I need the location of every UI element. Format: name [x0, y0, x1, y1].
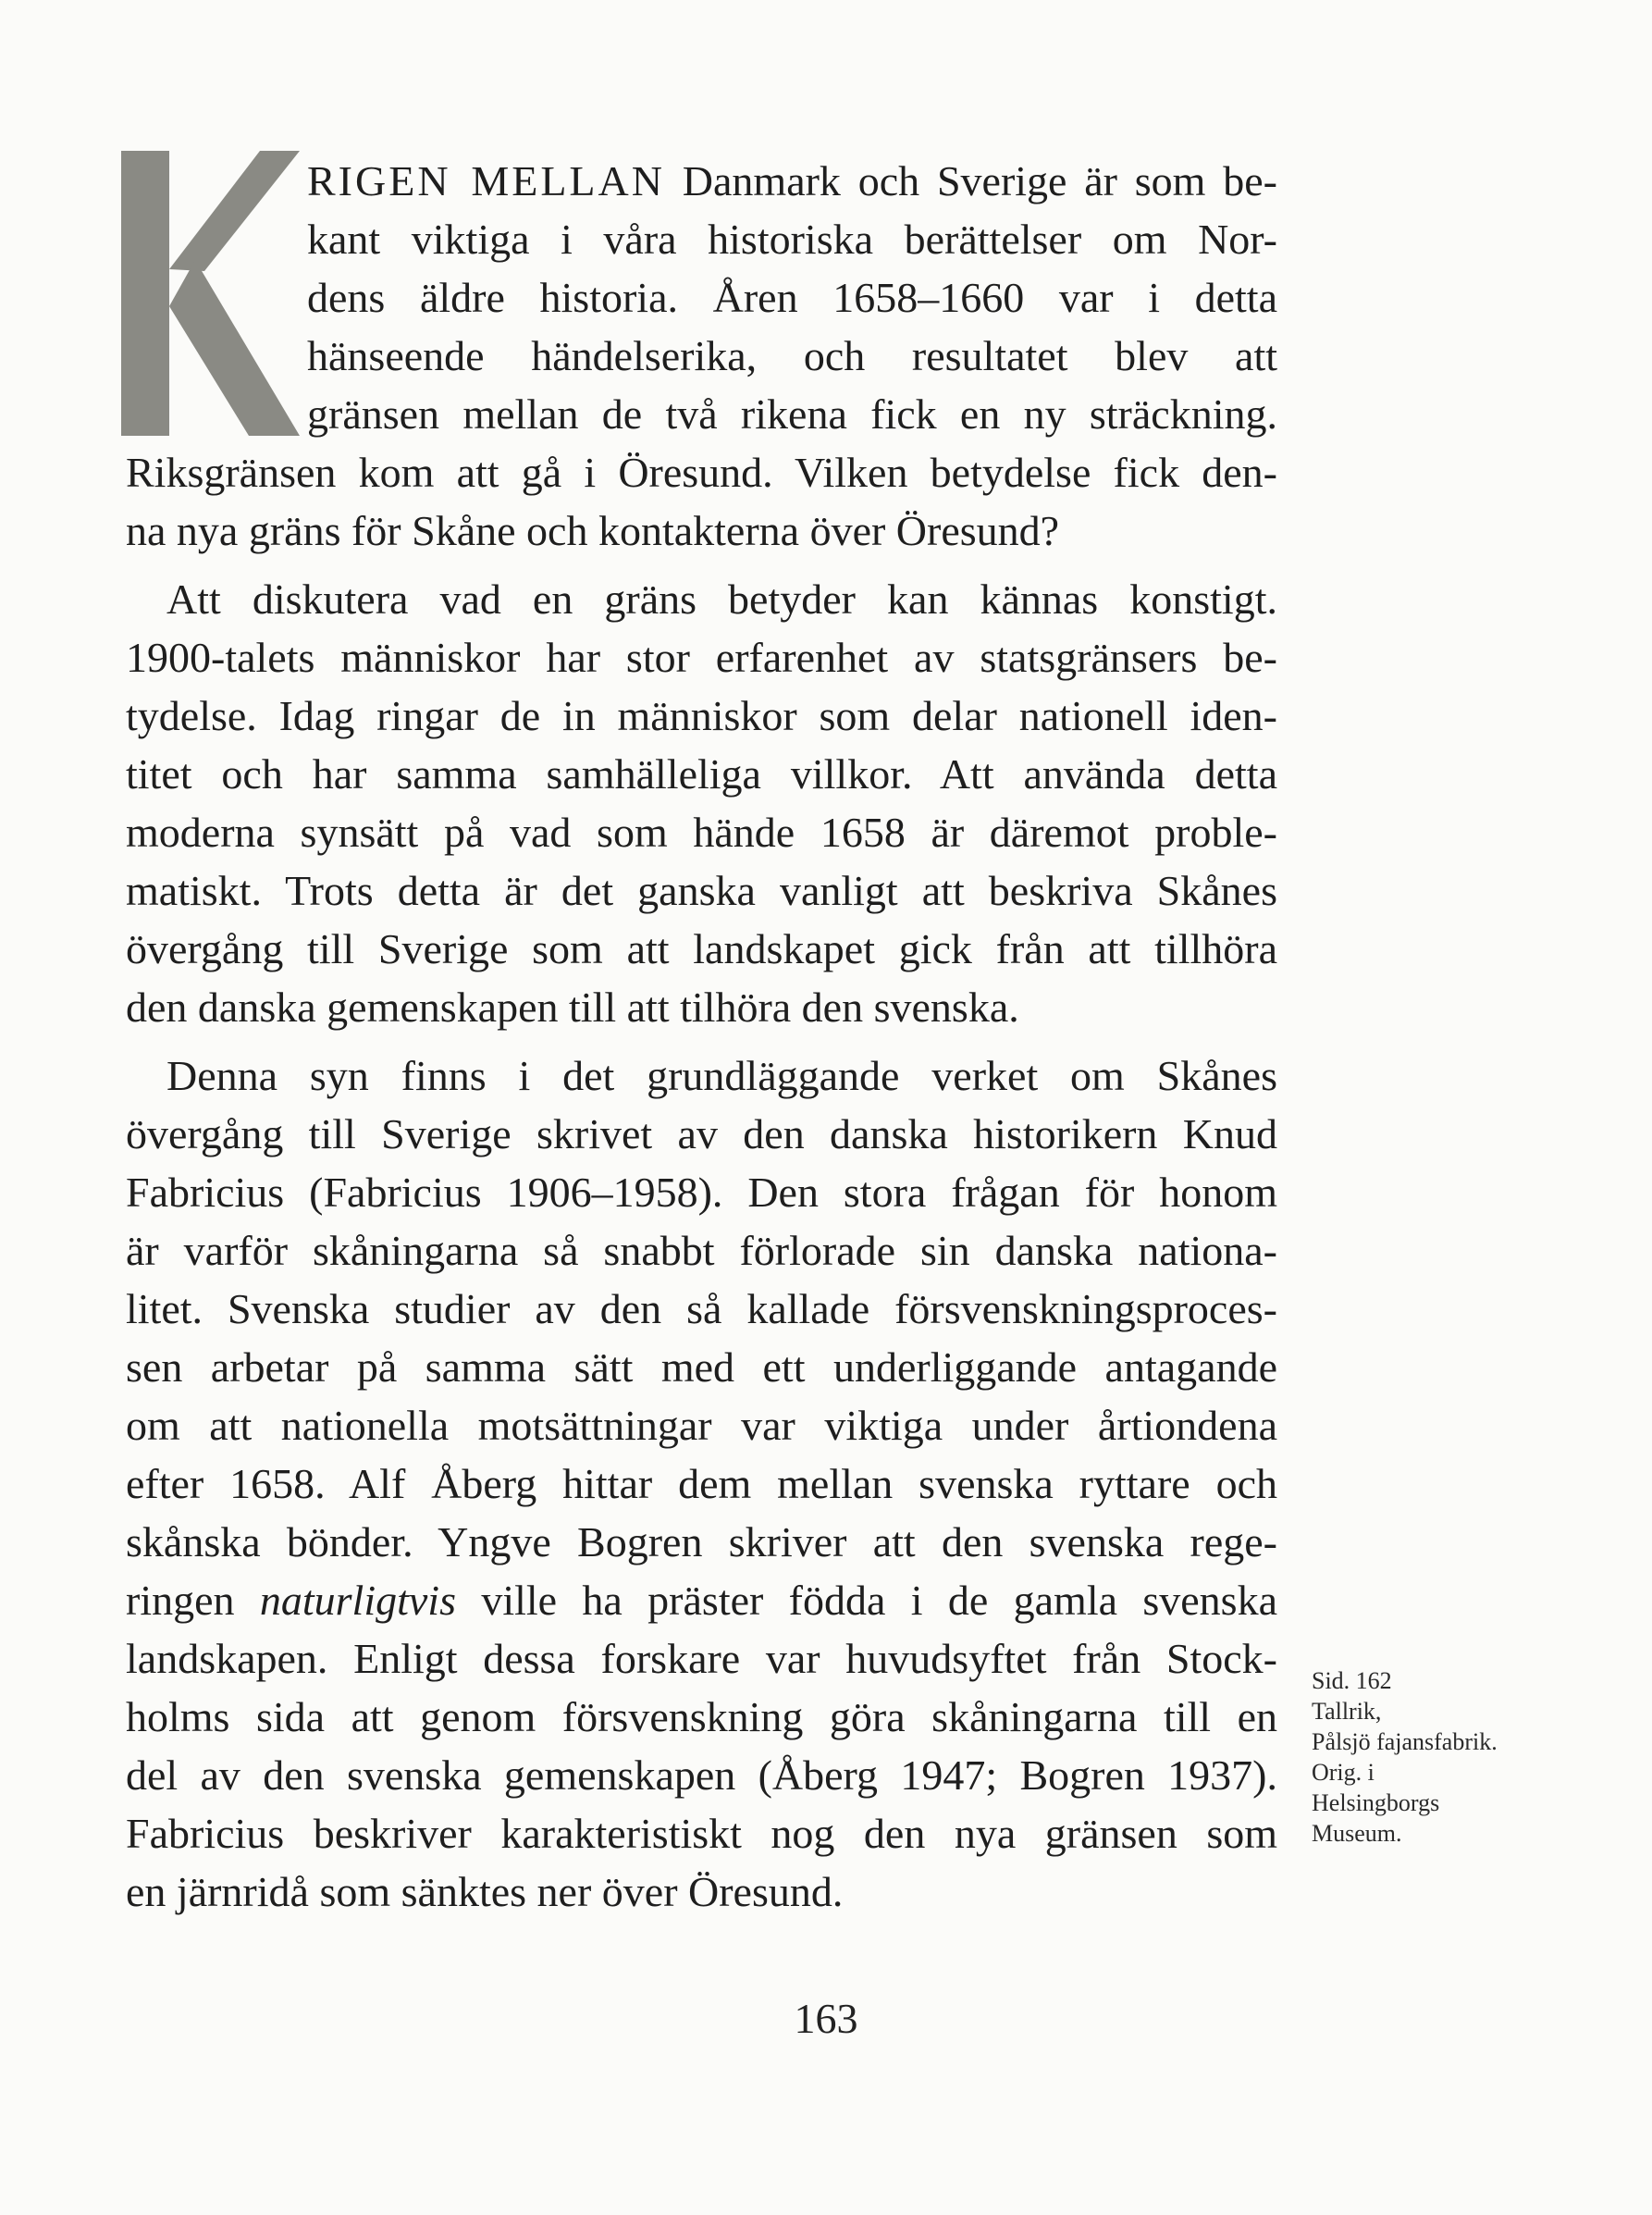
- paragraph-3-line-8: efter 1658. Alf Åberg hittar dem mellan svenska ryttare och: [126, 1460, 1277, 1507]
- drop-cap-glyph: [121, 151, 300, 436]
- margin-caption: [1312, 1665, 1589, 1849]
- paragraph-2-line-7: övergång till Sverige som att landskapet gick från att tillhöra: [126, 925, 1277, 972]
- lead-in-small-caps: RIGEN MELLAN: [307, 157, 665, 204]
- caption-line-4: Orig. i: [1312, 1759, 1375, 1786]
- paragraph-3-line-12: holms sida att genom försvenskning göra skåningarna till en: [126, 1693, 1277, 1740]
- paragraph-1-line-1: [307, 151, 1277, 212]
- caption-line-5: Helsingborgs: [1312, 1789, 1440, 1816]
- paragraph-1-line-7: na nya gräns för Skåne och kontakterna över Öresund?: [126, 507, 1060, 554]
- paragraph-3-line-15: en järnridå som sänktes ner över Öresund.: [126, 1868, 844, 1915]
- paragraph-3-line-7: om att nationella motsättningar var viktiga under årtiondena: [126, 1402, 1277, 1449]
- paragraph-1-line-2: kant viktiga i våra historiska berättelser om Nor-: [307, 216, 1277, 263]
- paragraph-2-line-3: tydelse. Idag ringar de in människor som delar nationell iden-: [126, 692, 1277, 739]
- paragraph-3-line-6: sen arbetar på samma sätt med ett underliggande antagande: [126, 1343, 1277, 1391]
- caption-line-2: Tallrik,: [1312, 1698, 1382, 1725]
- page-number: 163: [794, 1995, 858, 2042]
- paragraph-3-line-13: del av den svenska gemenskapen (Åberg 1947; Bogren 1937).: [126, 1751, 1277, 1799]
- paragraph-2-line-2: 1900-talets människor har stor erfarenhet av statsgränsers be-: [126, 634, 1277, 681]
- paragraph-2-line-6: matiskt. Trots detta är det ganska vanligt att beskriva Skånes: [126, 867, 1277, 914]
- paragraph-2-line-1: Att diskutera vad en gräns betyder kan kännas konstigt.: [166, 575, 1277, 623]
- paragraph-1-line-6: Riksgränsen kom att gå i Öresund. Vilken betydelse fick den-: [126, 449, 1277, 496]
- paragraph-3-line-1: Denna syn finns i det grundläggande verket om Skånes: [166, 1052, 1277, 1099]
- paragraph-3-line-4: är varför skåningarna så snabbt förlorade sin danska nationa-: [126, 1227, 1277, 1274]
- p1-line-1-text: Danmark och Sverige är som be-: [682, 157, 1277, 204]
- caption-line-3: Pålsjö fajansfabrik.: [1312, 1728, 1498, 1755]
- paragraph-1-line-4: hänseende händelserika, och resultatet blev att: [307, 332, 1277, 379]
- paragraph-3-line-9: skånska bönder. Yngve Bogren skriver att den svenska rege-: [126, 1518, 1277, 1565]
- paragraph-3-line-14: Fabricius beskriver karakteristiskt nog den nya gränsen som: [126, 1810, 1277, 1857]
- italic-word: naturligtvis: [259, 1577, 456, 1624]
- paragraph-1-line-3: dens äldre historia. Åren 1658–1660 var i detta: [307, 274, 1277, 321]
- p3-line-10-start: ringen: [126, 1577, 235, 1624]
- paragraph-1-line-5: gränsen mellan de två rikena fick en ny sträckning.: [307, 390, 1277, 438]
- paragraph-3-line-3: Fabricius (Fabricius 1906–1958). Den stora frågan för honom: [126, 1169, 1277, 1216]
- caption-line-1: Sid. 162: [1312, 1667, 1392, 1694]
- paragraph-3-line-11: landskapen. Enligt dessa forskare var huvudsyftet från Stock-: [126, 1635, 1277, 1682]
- paragraph-3-line-2: övergång till Sverige skrivet av den danska historikern Knud: [126, 1110, 1277, 1157]
- paragraph-3-line-10: [126, 1570, 1277, 1631]
- paragraph-3-line-5: litet. Svenska studier av den så kallade försvenskningsproces-: [126, 1285, 1277, 1332]
- p3-line-10-end: ville ha präster födda i de gamla svenska: [481, 1577, 1278, 1624]
- drop-cap-k: [121, 151, 300, 436]
- paragraph-2-line-4: titet och har samma samhälleliga villkor. Att använda detta: [126, 750, 1277, 798]
- caption-line-6: Museum.: [1312, 1820, 1402, 1847]
- paragraph-2-line-8: den danska gemenskapen till att tilhöra den svenska.: [126, 984, 1019, 1031]
- paragraph-2-line-5: moderna synsätt på vad som hände 1658 är däremot proble-: [126, 809, 1277, 856]
